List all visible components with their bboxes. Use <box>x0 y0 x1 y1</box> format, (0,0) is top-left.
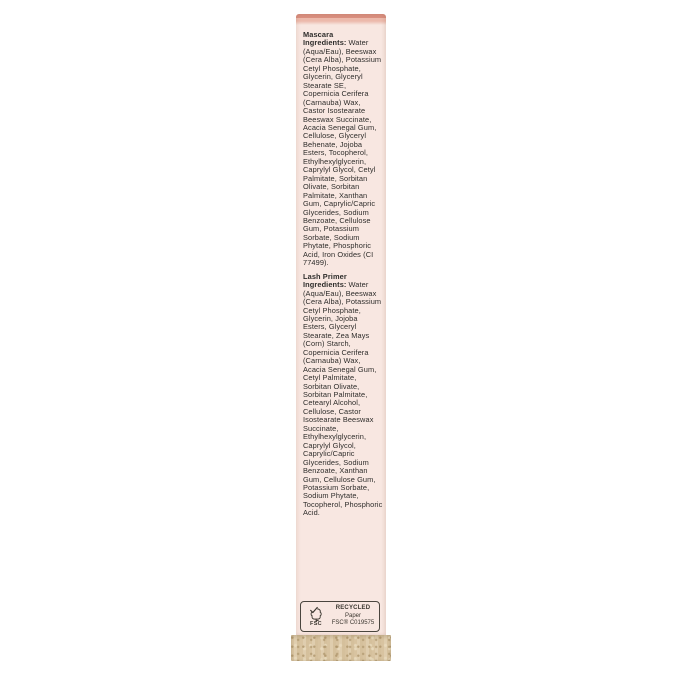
kraft-paper-base <box>291 635 391 661</box>
fsc-tree-icon <box>309 606 324 622</box>
fsc-code-line: FSC® C019575 <box>331 620 375 627</box>
lash-primer-ingredients-label: Lash Primer Ingredients: <box>303 271 347 290</box>
fsc-certification-label <box>300 601 380 632</box>
mascara-ingredients-label: Mascara Ingredients: <box>303 30 347 48</box>
fsc-recycled-line: RECYCLED <box>335 605 371 612</box>
ingredients-panel <box>303 31 383 523</box>
mascara-box-back-panel <box>296 14 386 635</box>
fsc-wordmark: FSC <box>310 621 322 627</box>
lash-primer-ingredients <box>303 273 383 518</box>
mascara-ingredients-text: Water (Aqua/Eau), Beeswax (Cera Alba), Potassium Cetyl Phosphate, Glycerin, Glyceryl Stearate SE, Copernicia Cerifera (Carnauba) Wax, Castor Isostearate Beeswax Succinate, Acacia Senegal Gum, Cellulose, Glyceryl Behenate, Jojoba Esters, Tocopherol, Ethylhexylglycerin, Caprylyl Glycol, Cetyl Palmitate, Sorbitan Olivate, Sorbitan Palmitate, Xanthan Gum, Caprylic/Capric Glycerides, Sodium Benzoate, Cellulose Gum, Potassium Sorbate, Sodium Phytate, Phosphoric Acid, Iron Oxides (CI 77499). <box>303 38 382 268</box>
mascara-ingredients <box>303 31 383 268</box>
fsc-logo <box>301 606 329 627</box>
fsc-label-text <box>329 605 379 628</box>
lash-primer-ingredients-text: Water (Aqua/Eau), Beeswax (Cera Alba), Potassium Cetyl Phosphate, Glycerin, Jojoba Esters, Glyceryl Stearate, Zea Mays (Corn) Starch, Copernicia Cerifera (Carnauba) Wax, Acacia Senegal Gum, Cetyl Palmitate, Sorbitan Olivate, Sorbitan Palmitate, Cetearyl Alcohol, Cellulose, Castor Isostearate Beeswax Succinate, Ethylhexylglycerin, Caprylyl Glycol, Caprylic/Capric Glycerides, Sodium Benzoate, Xanthan Gum, Cellulose Gum, Potassium Sorbate, Sodium Phytate, Tocopherol, Phosphoric Acid. <box>303 280 383 518</box>
fsc-paper-line: Paper <box>344 612 361 619</box>
